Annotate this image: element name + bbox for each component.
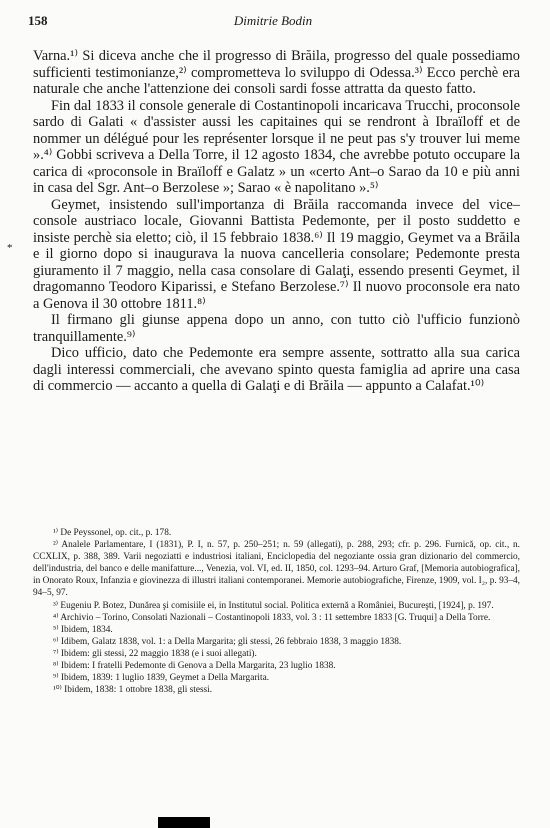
footnote: ²⁾ Analele Parlamentare, I (1831), P. I, n. 57, p. 250–251; n. 59 (allegati), p. 288, 293; cfr. p. 296. Furnică, op. cit., n. CCXLIX, p. 388, 389. Varii negoziatti e industriosi italiani, Enciclopedia del negoziante ossia gran dizionario del commercio, dell'industria, del banco e delle manifatture..., Venezia, vol. VI, ed. II, 1850, col. 1293–94. Arturo Graf, [Memoria autobiografica], in Onorato Roux, Infanzia e giovinezza di illustri italiani contemporanei. Memorie autobiografiche, Firenze, 1909, vol. I₂, p. 93–4, 94–5, 97. [33, 540, 520, 599]
footnote: ⁶⁾ Idibem, Galatz 1838, vol. 1: a Della Margarita; gli stessi, 26 febbraio 1838, 3 maggio 1838. [53, 636, 402, 647]
footnote: ³⁾ Eugeniu P. Botez, Dunărea şi comisiile ei, in Institutul social. Politica externă a României, Bucureşti, [1924], p. 197. [53, 600, 494, 611]
paragraph: Fin dal 1833 il console generale di Costantinopoli incaricava Trucchi, proconsole sardo di Galati « d'assister aussi les capitaines qui se rendront à Ibraïloff et de nommer un délégué pour les représenter lorsque il ne peut pas s'y trouver lui meme ».⁴⁾ Gobbi scriveva a Della Torre, il 12 agosto 1834, che avrebbe potuto occupare la carica di «proconsole in Braïloff e Galatz » un «certo Ant–o Sarao da 10 e più anni in casa del Sgr. Ant–o Berzolese »; Sarao « è napolitano ».⁵⁾ [33, 97, 520, 196]
footnote: ⁹⁾ Ibidem, 1839: 1 luglio 1839, Geymet a Della Margarita. [53, 673, 270, 684]
footnote: ⁸⁾ Ibidem: I fratelli Pedemonte di Genova a Della Margarita, 23 luglio 1838. [53, 661, 336, 672]
footnote: ¹⁰⁾ Ibidem, 1838: 1 ottobre 1838, gli stessi. [53, 685, 213, 696]
library-stamp [158, 817, 210, 828]
margin-mark: * [7, 242, 13, 254]
page-number: 158 [28, 13, 48, 28]
footnote: ⁴⁾ Archivio – Torino, Consolati Nazionali – Costantinopoli 1833, vol. 3 : 11 settembre 1833 [G. Truqui] a Della Torre. [53, 612, 491, 623]
running-head: Dimitrie Bodin [233, 13, 313, 28]
footnotes [33, 527, 520, 696]
page-header [28, 13, 518, 29]
footnote: ⁵⁾ Ibidem, 1834. [53, 624, 113, 635]
paragraph: Dico ufficio, dato che Pedemonte era sempre assente, sottratto alla sua carica dagli interessi commerciali, che avevano spinto questa famiglia ad aprire una casa di commercio — accanto a quella di Galaţi e di Brăila — appunto a Calafat.¹⁰⁾ [33, 345, 520, 394]
main-text [33, 48, 520, 395]
paragraph: Il firmano gli giunse appena dopo un anno, con tutto ciò l'ufficio funzionò tranquillamente.⁹⁾ [33, 312, 520, 345]
footnote: ⁷⁾ Ibidem: gli stessi, 22 maggio 1838 (e i suoi allegati). [53, 648, 257, 659]
paragraph: Geymet, insistendo sull'importanza di Brăila raccomanda invece del vice–console austriaco locale, Giovanni Battista Pedemonte, per il posto suddetto e insiste perchè sia eletto; ciò, il 15 febbraio 1838.⁶⁾ Il 19 maggio, Geymet va a Brăila e il giorno dopo si inaugurava la nuova cancelleria consolare; Pedemonte presta giuramento il 7 maggio, nella casa consolare di Galaţi, essendo presenti Geymet, il dragomanno Teodoro Kiparissi, e Stefano Berzolese.⁷⁾ Il nuovo proconsole era nato a Genova il 30 ottobre 1811.⁸⁾ [33, 196, 520, 312]
footnote: ¹⁾ De Peyssonel, op. cit., p. 178. [53, 528, 172, 538]
paragraph: Varna.¹⁾ Si diceva anche che il progresso di Brăila, progresso del quale possediamo sufficienti testimonianze,²⁾ comprometteva lo sviluppo di Odessa.³⁾ Ecco perchè era naturale che anche l'attenzione dei consoli sardi fosse attratta da questo fatto. [33, 48, 520, 97]
